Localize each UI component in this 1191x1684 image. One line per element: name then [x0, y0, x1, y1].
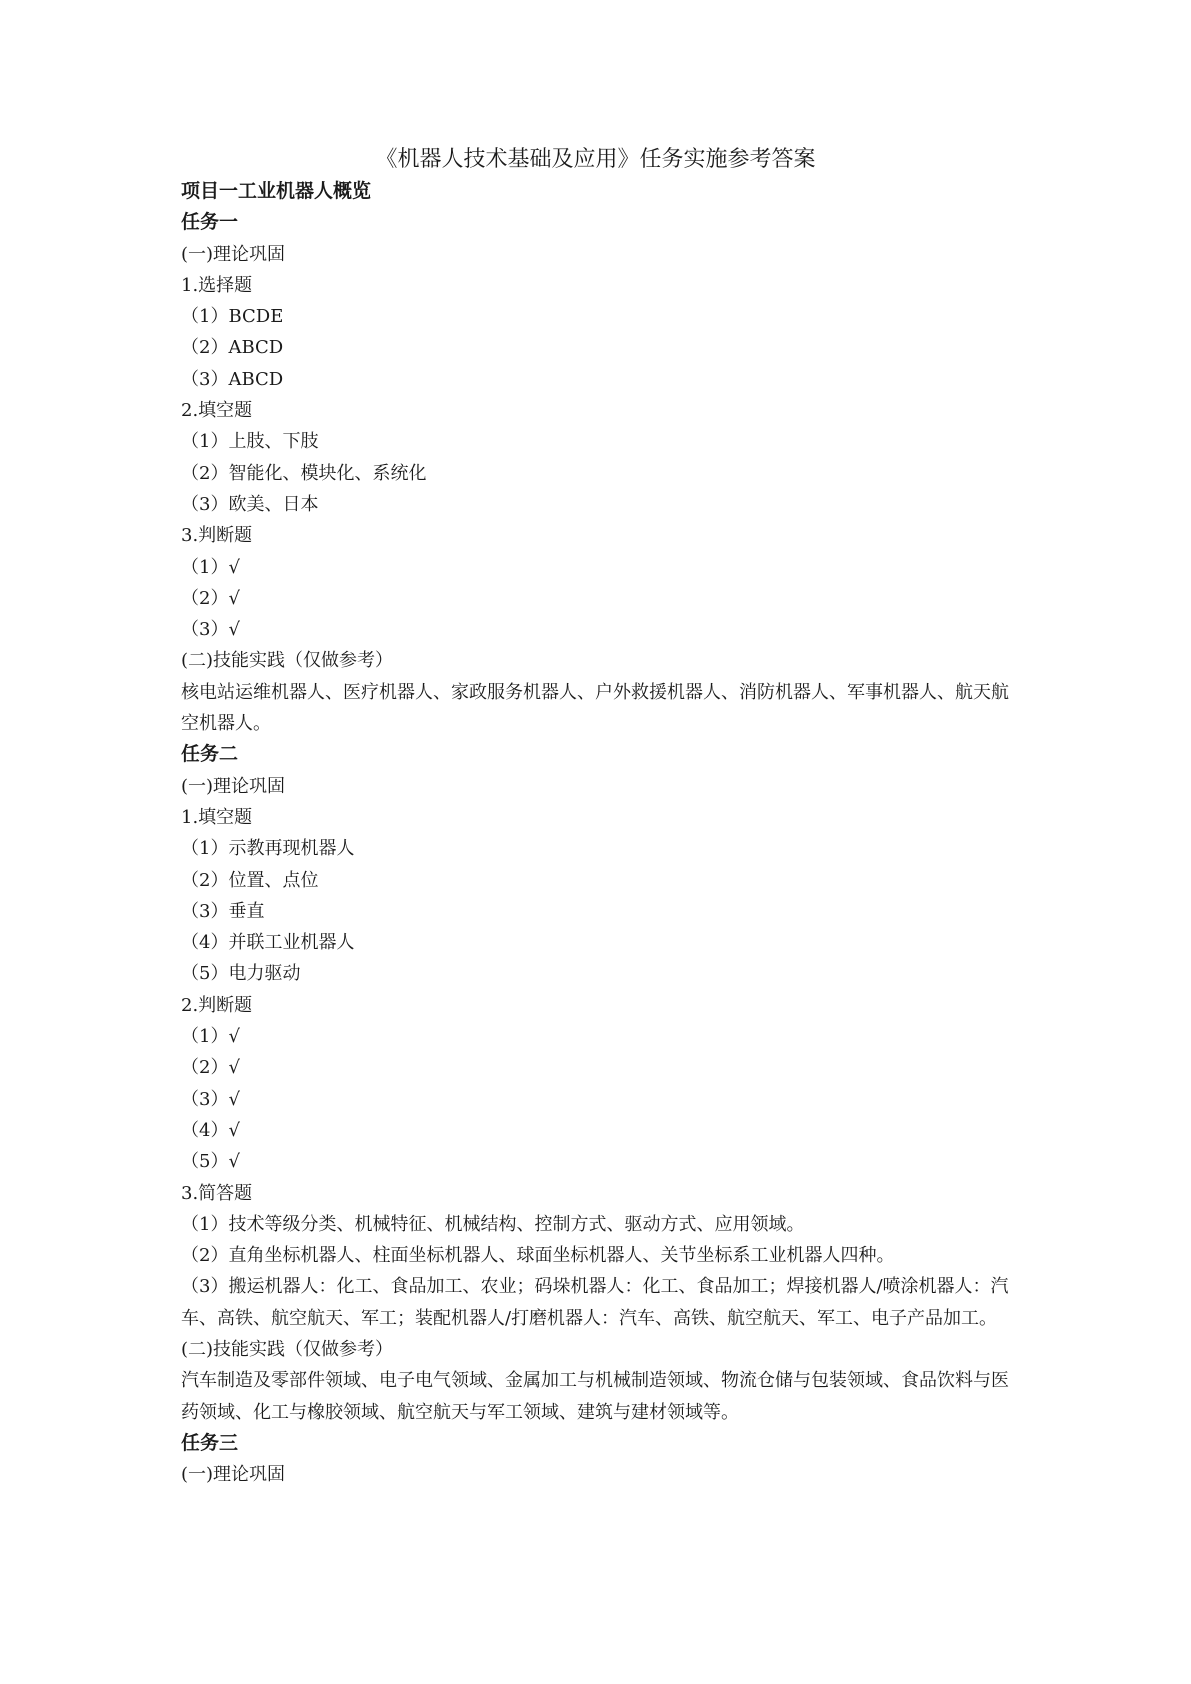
answer-line: （3）ABCD — [181, 368, 284, 390]
project-heading: 项目一工业机器人概览 — [181, 180, 372, 202]
task1-practice-text: 核电站运维机器人、医疗机器人、家政服务机器人、户外救援机器人、消防机器人、军事机器人、航天航空机器人。 — [181, 681, 1009, 735]
task1-question-fill: 2.填空题 — [181, 400, 253, 422]
answer-line: （2）√ — [181, 1057, 240, 1079]
task1-heading: 任务一 — [181, 211, 239, 234]
answer-line: （2）位置、点位 — [181, 869, 319, 891]
answer-line: （1）示教再现机器人 — [181, 838, 355, 860]
answer-line: （3）√ — [181, 1088, 240, 1110]
answer-paragraph: （3）搬运机器人：化工、食品加工、农业；码垛机器人：化工、食品加工；焊接机器人/喷涂机器人：汽车、高铁、航空航天、军工；装配机器人/打磨机器人：汽车、高铁、航空航天、军工、电子产品加工。 — [181, 1276, 1009, 1329]
answer-line: （3）垂直 — [181, 900, 265, 922]
answer-line: （4）并联工业机器人 — [181, 932, 355, 954]
answer-line: （1）技术等级分类、机械特征、机械结构、控制方式、驱动方式、应用领域。 — [181, 1213, 805, 1235]
answer-line: （1）√ — [181, 556, 240, 578]
task2-question-short: 3.简答题 — [181, 1182, 253, 1204]
task2-question-fill: 1.填空题 — [181, 806, 253, 828]
answer-line: （2）智能化、模块化、系统化 — [181, 462, 427, 484]
task2-practice-heading: (二)技能实践（仅做参考） — [181, 1338, 394, 1360]
task1-practice-heading: (二)技能实践（仅做参考） — [181, 650, 394, 672]
answer-line: （2）直角坐标机器人、柱面坐标机器人、球面坐标机器人、关节坐标系工业机器人四种。 — [181, 1245, 895, 1267]
answer-line: （5）电力驱动 — [181, 963, 301, 985]
task2-theory-heading: (一)理论巩固 — [181, 775, 286, 797]
answer-line: （1）上肢、下肢 — [181, 431, 319, 453]
task2-heading: 任务二 — [181, 743, 239, 766]
document-title: 《机器人技术基础及应用》任务实施参考答案 — [375, 147, 816, 172]
task1-question-choice: 1.选择题 — [181, 274, 253, 296]
task2-question-judge: 2.判断题 — [181, 994, 253, 1016]
task3-heading: 任务三 — [181, 1431, 239, 1454]
task2-practice-text: 汽车制造及零部件领域、电子电气领域、金属加工与机械制造领域、物流仓储与包装领域、食品饮料与医药领域、化工与橡胶领域、航空航天与军工领域、建筑与建材领域等。 — [181, 1370, 1009, 1423]
task3-theory-heading: (一)理论巩固 — [181, 1464, 286, 1486]
answer-line: （3）√ — [181, 619, 240, 641]
answer-line: （2）√ — [181, 587, 240, 609]
answer-line: （4）√ — [181, 1119, 240, 1141]
document-body — [181, 176, 1011, 1490]
answer-line: （3）欧美、日本 — [181, 493, 319, 515]
task1-question-judge: 3.判断题 — [181, 525, 253, 547]
answer-line: （1）BCDE — [181, 306, 284, 328]
answer-line: （2）ABCD — [181, 337, 284, 359]
task1-theory-heading: (一)理论巩固 — [181, 243, 286, 265]
answer-line: （5）√ — [181, 1151, 240, 1173]
answer-line: （1）√ — [181, 1026, 240, 1048]
